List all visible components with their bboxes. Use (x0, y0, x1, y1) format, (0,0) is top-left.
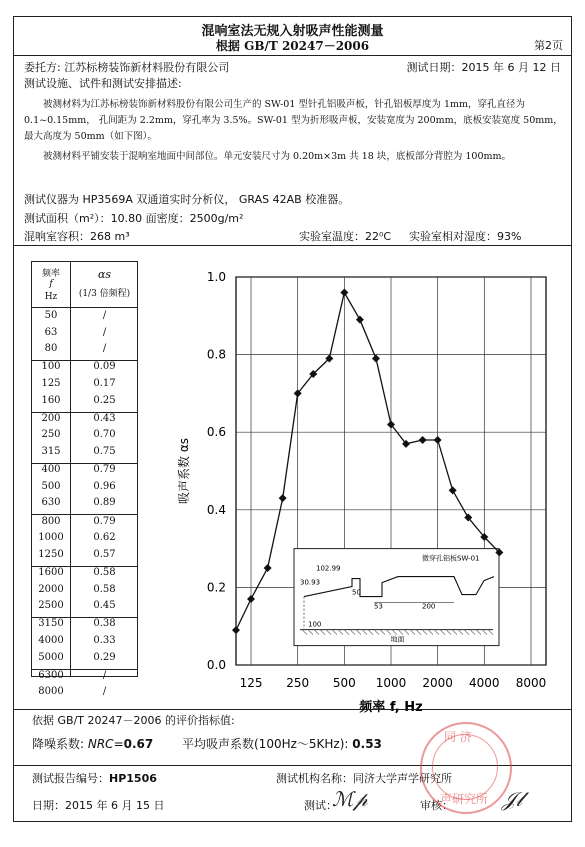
absorption-table (31, 261, 138, 698)
data-point-marker (434, 436, 442, 444)
data-point-marker (449, 486, 457, 494)
alpha-subheader: (1/3 倍频程) (78, 289, 131, 299)
frequency-cell: 3150 (38, 618, 64, 630)
alpha-header: αs (97, 268, 112, 281)
data-point-marker (247, 595, 255, 603)
nrc-line (32, 735, 153, 752)
table-row (32, 327, 139, 343)
table-row (32, 686, 139, 702)
data-point-marker (372, 354, 380, 362)
table-row (32, 446, 139, 462)
frequency-cell: 1600 (38, 567, 64, 578)
nrc-equals: = (113, 737, 124, 751)
frequency-cell: 100 (41, 361, 61, 373)
inset-frame (294, 549, 499, 646)
inset-dimension: 50 (352, 588, 361, 597)
x-tick-label: 500 (332, 676, 356, 690)
table-row (32, 497, 139, 513)
divider (14, 55, 571, 56)
table-row (32, 464, 139, 480)
x-tick-label: 2000 (422, 676, 453, 690)
frequency-cell: 2000 (38, 583, 64, 595)
average-label: 平均吸声系数(100Hz～5KHz): (182, 737, 349, 751)
standard-reference: 根据 GB/T 20247－2006 (215, 39, 370, 53)
frequency-cell: 4000 (38, 635, 64, 646)
tester-signature: ℳ𝓅 (332, 787, 368, 811)
client-label: 委托方: (24, 61, 61, 74)
alpha-cell: / (102, 669, 107, 681)
humidity: 实验室相对湿度：93% (409, 230, 522, 243)
frequency-cell: 200 (41, 412, 61, 424)
alpha-cell: 0.33 (93, 635, 116, 646)
alpha-cell: 0.43 (93, 412, 116, 424)
seal-lettering: 声研究所 (440, 792, 489, 806)
x-tick-label: 125 (239, 676, 263, 690)
evaluation-heading: 依据 GB/T 20247－2006 的评价指标值: (32, 714, 235, 727)
reviewer-signature: 𝒥𝓁 (502, 787, 523, 811)
x-tick-label: 1000 (375, 676, 407, 690)
volume-line: 混响室容积：268 m³ (24, 230, 130, 243)
installation-description: 被测材料平铺安装于混响室地面中间部位。单元安装尺寸为 0.20m×3m 共 18 块，底板部分背腔为 100mm。 (43, 151, 512, 162)
alpha-cell: / (102, 686, 107, 698)
frequency-cell: 5000 (38, 651, 64, 663)
y-tick-label: 0.6 (206, 425, 226, 440)
frequency-cell: 400 (41, 464, 61, 476)
alpha-cell: / (102, 310, 107, 321)
frequency-cell: 500 (41, 480, 61, 492)
frequency-cell: 1250 (38, 548, 64, 560)
alpha-cell: 0.79 (93, 464, 116, 476)
report-number: HP1506 (109, 772, 157, 785)
alpha-cell: 0.89 (93, 497, 116, 509)
data-point-marker (279, 494, 287, 502)
table-row (32, 532, 139, 548)
table-row (32, 670, 139, 686)
alpha-cell: 0.75 (93, 446, 116, 457)
x-axis-label: 频率 f, Hz (359, 700, 423, 715)
temperature: 实验室温度：22⁰C (299, 230, 392, 243)
alpha-cell: 0.57 (93, 548, 116, 560)
frequency-cell: 50 (44, 310, 58, 321)
average-line (182, 735, 382, 752)
frequency-cell: 250 (41, 429, 61, 441)
report-number-label: 测试报告编号： (32, 772, 109, 785)
nrc-symbol: NRC (87, 737, 114, 751)
y-tick-label: 1.0 (206, 270, 226, 284)
report-number-line (32, 770, 157, 786)
table-row (32, 600, 139, 616)
reviewer-label: 审核： (420, 799, 453, 812)
inset-dimension: 200 (422, 602, 436, 611)
client-name: 江苏标榜装饰新材料股份有限公司 (64, 61, 230, 74)
frequency-cell: 2500 (38, 600, 64, 612)
nrc-value: 0.67 (123, 737, 154, 751)
data-point-marker (419, 436, 427, 444)
table-row (32, 429, 139, 445)
data-point-marker (232, 626, 240, 634)
frequency-cell: 800 (41, 515, 61, 527)
freq-header-2: f (49, 279, 53, 289)
frequency-cell: 80 (44, 343, 58, 355)
table-row (32, 516, 139, 532)
y-tick-label: 0.4 (206, 502, 226, 517)
seal-lettering: 同 济 (444, 730, 472, 744)
inset-floor-label: 地面 (390, 635, 405, 644)
setup-heading: 测试设施、试件和测试安排描述: (24, 77, 182, 90)
table-row (32, 378, 139, 394)
table-row (32, 343, 139, 359)
frequency-cell: 63 (44, 326, 58, 338)
alpha-cell: 0.29 (93, 651, 116, 663)
test-date: 测试日期：2015 年 6 月 12 日 (406, 61, 561, 74)
table-row (32, 549, 139, 565)
alpha-cell: 0.17 (93, 378, 116, 389)
row-separator (32, 307, 137, 308)
table-row (32, 567, 139, 583)
alpha-cell: 0.09 (93, 361, 116, 373)
report-title: 混响室法无规入射吸声性能测量 (201, 24, 384, 39)
report-date: 日期：2015 年 6 月 15 日 (32, 799, 165, 812)
tester-label: 测试： (304, 799, 337, 812)
alpha-cell: 0.58 (93, 583, 116, 595)
x-tick-label: 250 (286, 676, 310, 690)
divider (14, 245, 571, 246)
freq-header-1: 频率 (41, 269, 60, 279)
frequency-cell: 1000 (38, 532, 64, 544)
frequency-cell: 6300 (38, 669, 64, 681)
alpha-cell: 0.70 (93, 429, 116, 441)
table-row (32, 395, 139, 411)
alpha-cell: / (102, 343, 107, 355)
data-point-marker (264, 564, 272, 572)
alpha-cell: 0.45 (93, 600, 116, 612)
alpha-cell: 0.25 (93, 394, 116, 406)
page-number: 第2页 (534, 39, 563, 52)
instrument-line: 测试仪器为 HP3569A 双通道实时分析仪， GRAS 42AB 校准器。 (24, 193, 350, 206)
y-tick-label: 0.2 (206, 580, 226, 595)
x-tick-label: 8000 (515, 676, 547, 690)
frequency-cell: 8000 (38, 686, 64, 698)
alpha-cell: 0.62 (93, 532, 116, 544)
table-row (32, 310, 139, 326)
table-row (32, 652, 139, 668)
frequency-cell: 125 (41, 378, 61, 389)
inset-dimension: 102.99 (316, 564, 341, 573)
report-page (13, 16, 572, 822)
y-tick-label: 0.8 (206, 347, 226, 362)
alpha-cell: 0.96 (93, 480, 116, 492)
table-row (32, 635, 139, 651)
alpha-cell: 0.79 (93, 515, 116, 527)
frequency-cell: 315 (41, 446, 61, 457)
absorption-chart (144, 253, 569, 715)
frequency-cell: 630 (41, 497, 61, 509)
average-value: 0.53 (352, 737, 382, 751)
table-row (32, 584, 139, 600)
x-tick-label: 4000 (469, 676, 500, 690)
inset-label: 微穿孔铝板SW-01 (422, 554, 480, 563)
freq-header-3: Hz (44, 292, 58, 302)
alpha-cell: / (102, 326, 107, 338)
table-row (32, 618, 139, 634)
client-line (24, 59, 229, 75)
alpha-cell: 0.38 (93, 618, 116, 630)
table-row (32, 361, 139, 377)
nrc-label: 降噪系数: (32, 737, 88, 751)
inset-dimension: 53 (374, 602, 383, 611)
area-line: 测试面积（m²）：10.80 面密度：2500g/m² (24, 212, 244, 225)
y-tick-label: 0.0 (206, 658, 226, 672)
frequency-cell: 160 (41, 394, 61, 406)
table-row (32, 481, 139, 497)
y-axis-label: 吸声系数 αs (177, 438, 191, 504)
divider (14, 709, 571, 710)
inset-dimension: 30.93 (300, 578, 321, 587)
table-row (32, 413, 139, 429)
material-description: 被测材料为江苏标榜装饰新材料股份有限公司生产的 SW-01 型针孔铝吸声板，针孔铝板厚度为 1mm，穿孔直径为 0.1~0.15mm， 孔间距为 2.2mm，穿孔率为 3.5%。SW-01 型为折形吸声板，安装宽度为 200mm，底板安装宽度 50mm，最大高度为 50mm（如下图）。 (24, 99, 563, 142)
inset-dimension: 100 (308, 620, 322, 629)
org-label: 测试机构名称： (276, 772, 353, 785)
data-point-marker (356, 316, 364, 324)
org-name: 同济大学声学研究所 (353, 772, 452, 785)
data-point-marker (340, 289, 348, 297)
alpha-cell: 0.58 (93, 567, 116, 578)
